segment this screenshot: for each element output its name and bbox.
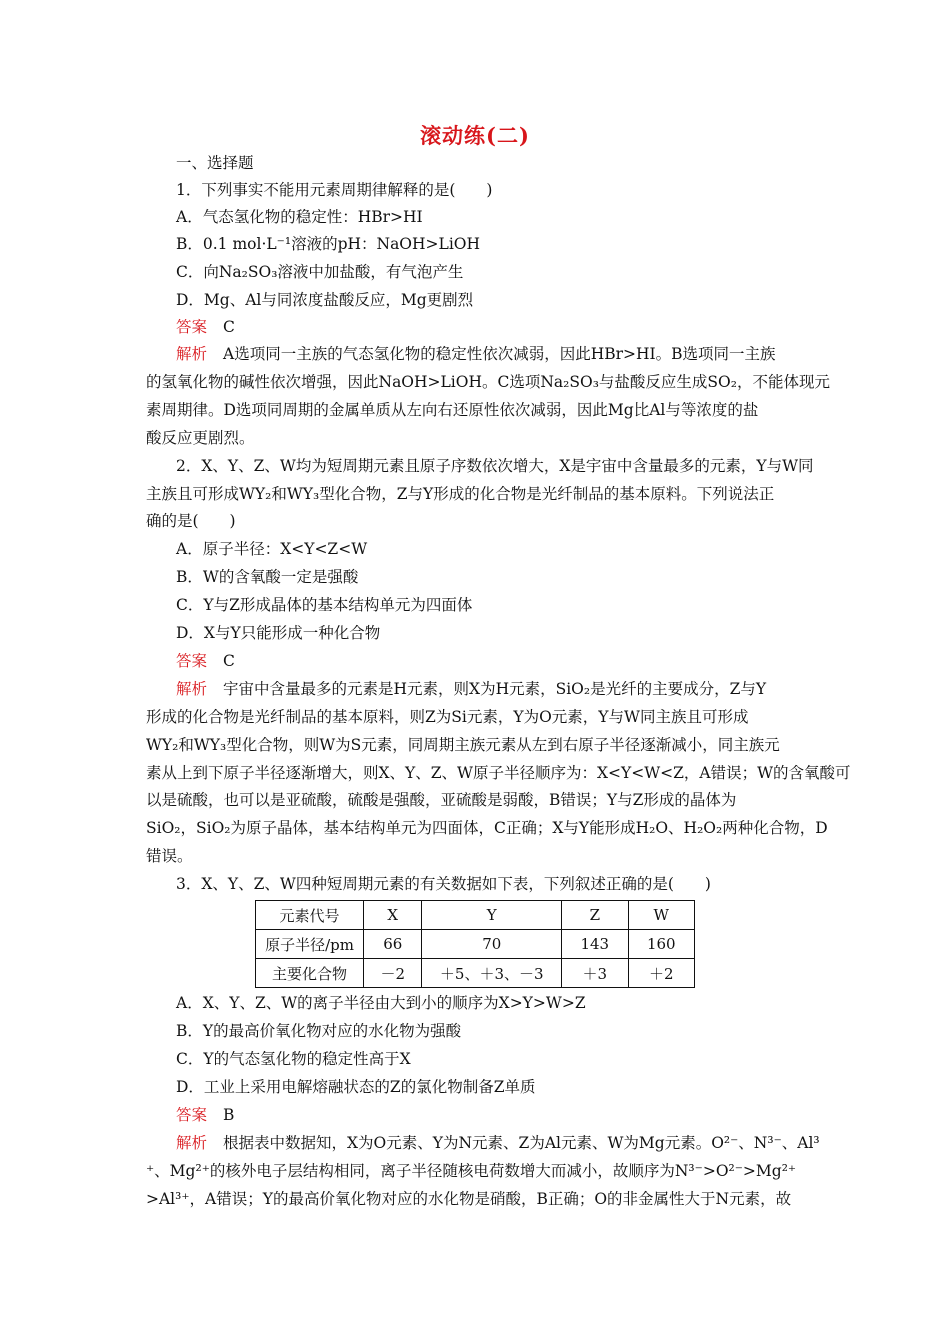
q1-option-b: B．0.1 mol·L⁻¹溶液的pH：NaOH>LiOH bbox=[176, 235, 480, 253]
q1-answer bbox=[176, 316, 810, 338]
analysis-label: 解析 bbox=[176, 345, 208, 363]
q2-option-a: A．原子半径：X<Y<Z<W bbox=[176, 540, 368, 558]
q2-option-d: D．X与Y只能形成一种化合物 bbox=[176, 624, 381, 642]
table-cell: 原子半径/pm bbox=[256, 930, 364, 959]
q3-answer bbox=[176, 1104, 810, 1126]
q3-option-d: D．工业上采用电解熔融状态的Z的氯化物制备Z单质 bbox=[176, 1078, 536, 1096]
table-cell: Z bbox=[562, 901, 628, 930]
table-cell: 143 bbox=[562, 930, 628, 959]
q1-analysis-line-2: 的氢氧化物的碱性依次增强，因此NaOH>LiOH。C选项Na₂SO₃与盐酸反应生成SO₂，不能体现元 bbox=[146, 373, 830, 391]
element-data-table bbox=[255, 900, 695, 988]
table-cell: Y bbox=[422, 901, 562, 930]
table-row bbox=[256, 959, 695, 988]
q1-analysis-line-3: 素周期律。D选项同周期的金属单质从左向右还原性依次减弱，因此Mg比Al与等浓度的盐 bbox=[146, 401, 759, 419]
table-cell: 160 bbox=[628, 930, 694, 959]
answer-label: 答案 bbox=[176, 1106, 208, 1124]
q2-analysis-line-4: 素从上到下原子半径逐渐增大，则X、Y、Z、W原子半径顺序为：X<Y<W<Z，A错误；W的含氧酸可 bbox=[146, 764, 851, 782]
table-row bbox=[256, 930, 695, 959]
answer-label: 答案 bbox=[176, 652, 208, 670]
q1-analysis-text: A选项同一主族的气态氢化物的稳定性依次减弱，因此HBr>HI。B选项同一主族 bbox=[223, 345, 776, 363]
q3-option-c: C．Y的气态氢化物的稳定性高于X bbox=[176, 1050, 411, 1068]
q2-answer bbox=[176, 650, 810, 672]
section-heading: 一、选择题 bbox=[176, 154, 254, 172]
q2-analysis-line-3: WY₂和WY₃型化合物，则W为S元素，同周期主族元素从左到右原子半径逐渐减小，同主族元 bbox=[146, 736, 780, 754]
q2-analysis-text: 宇宙中含量最多的元素是H元素，则X为H元素，SiO₂是光纤的主要成分，Z与Y bbox=[223, 680, 767, 698]
table-cell: －2 bbox=[364, 959, 422, 988]
q2-analysis-line-2: 形成的化合物是光纤制品的基本原料，则Z为Si元素，Y为O元素，Y与W同主族且可形成 bbox=[146, 708, 749, 726]
q1-option-a: A．气态氢化物的稳定性：HBr>HI bbox=[176, 208, 423, 226]
table-cell: ＋3 bbox=[562, 959, 628, 988]
q1-option-d: D．Mg、Al与同浓度盐酸反应，Mg更剧烈 bbox=[176, 291, 474, 309]
q3-analysis-line-3: >Al³⁺，A错误；Y的最高价氧化物对应的水化物是硝酸，B正确；O的非金属性大于N元素，故 bbox=[146, 1190, 792, 1208]
q1-analysis-line-1 bbox=[176, 343, 810, 365]
q2-analysis-line-7: 错误。 bbox=[146, 847, 193, 865]
q1-stem: 1．下列事实不能用元素周期律解释的是( ) bbox=[176, 181, 493, 199]
q1-option-c: C．向Na₂SO₃溶液中加盐酸，有气泡产生 bbox=[176, 263, 464, 281]
table-cell: ＋5、＋3、－3 bbox=[422, 959, 562, 988]
table-cell: 70 bbox=[422, 930, 562, 959]
table-cell: 主要化合物 bbox=[256, 959, 364, 988]
analysis-label: 解析 bbox=[176, 1134, 208, 1152]
table-cell: ＋2 bbox=[628, 959, 694, 988]
q1-answer-value: C bbox=[223, 318, 235, 336]
table-cell: X bbox=[364, 901, 422, 930]
q3-option-a: A．X、Y、Z、W的离子半径由大到小的顺序为X>Y>W>Z bbox=[176, 994, 586, 1012]
q3-analysis-line-1 bbox=[176, 1132, 820, 1154]
q2-analysis-line-1 bbox=[176, 678, 810, 700]
q3-option-b: B．Y的最高价氧化物对应的水化物为强酸 bbox=[176, 1022, 462, 1040]
q2-answer-value: C bbox=[223, 652, 235, 670]
q2-stem-line-1: 2．X、Y、Z、W均为短周期元素且原子序数依次增大，X是宇宙中含量最多的元素，Y与W同 bbox=[176, 457, 814, 475]
q3-analysis-line-2: ⁺、Mg²⁺的核外电子层结构相同，离子半径随核电荷数增大而减小，故顺序为N³⁻>O²⁻>Mg²⁺ bbox=[146, 1162, 797, 1180]
q2-option-b: B．W的含氧酸一定是强酸 bbox=[176, 568, 359, 586]
answer-label: 答案 bbox=[176, 318, 208, 336]
q3-answer-value: B bbox=[223, 1106, 235, 1124]
q3-stem: 3．X、Y、Z、W四种短周期元素的有关数据如下表，下列叙述正确的是( ) bbox=[176, 875, 711, 893]
table-cell: 元素代号 bbox=[256, 901, 364, 930]
page-title: 滚动练(二) bbox=[420, 123, 530, 148]
q2-analysis-line-6: SiO₂，SiO₂为原子晶体，基本结构单元为四面体，C正确；X与Y能形成H₂O、H₂O₂两种化合物，D bbox=[146, 819, 828, 837]
analysis-label: 解析 bbox=[176, 680, 208, 698]
q3-analysis-text: 根据表中数据知，X为O元素、Y为N元素、Z为Al元素、W为Mg元素。O²⁻、N³⁻、Al³ bbox=[223, 1134, 820, 1152]
q2-stem-line-3: 确的是( ) bbox=[146, 512, 236, 530]
table-header-row bbox=[256, 901, 695, 930]
q2-analysis-line-5: 以是硫酸，也可以是亚硫酸，硫酸是强酸，亚硫酸是弱酸，B错误；Y与Z形成的晶体为 bbox=[146, 791, 737, 809]
q1-analysis-line-4: 酸反应更剧烈。 bbox=[146, 429, 255, 447]
table-cell: W bbox=[628, 901, 694, 930]
table-cell: 66 bbox=[364, 930, 422, 959]
q2-stem-line-2: 主族且可形成WY₂和WY₃型化合物，Z与Y形成的化合物是光纤制品的基本原料。下列说法正 bbox=[146, 485, 775, 503]
q2-option-c: C．Y与Z形成晶体的基本结构单元为四面体 bbox=[176, 596, 473, 614]
